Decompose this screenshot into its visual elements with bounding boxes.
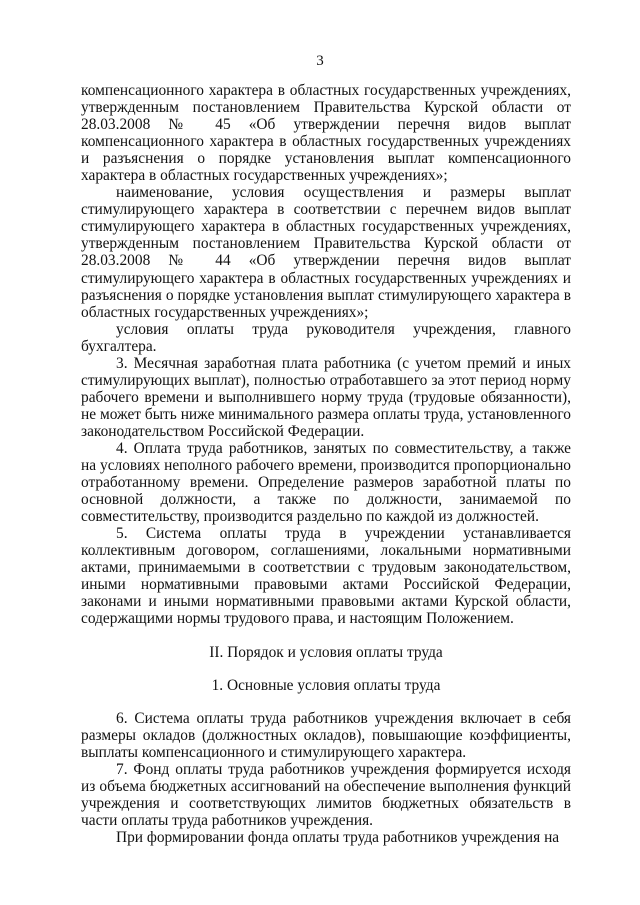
page-number: 3 (316, 53, 324, 69)
paragraph-item-7: 7. Фонд оплаты труда работников учреждения формируется исходя из объема бюджетных ассигнований на обеспечение выполнения функций учреждения и соответствующих лимитов бюджетных обязательств в части оплаты труда работников учреждения. (81, 760, 571, 829)
paragraph-fund-formation: При формировании фонда оплаты труда работников учреждения на (116, 828, 560, 846)
paragraph-compensation-list-end: компенсационного характера в областных государственных учреждениях, утвержденным постановлением Правительства Курской области от 28.03.2008 № 45 «Об утверждении перечня видов выплат компенсационного характера в областных государственных учреждениях и разъяснения о порядке установления выплат компенсационного характера в областных государственных учреждениях»; (81, 82, 571, 185)
document-body (81, 82, 571, 846)
paragraph-incentive-payments: наименование, условия осуществления и размеры выплат стимулирующего характера в соответствии с перечнем видов выплат стимулирующего характера в областных государственных учреждениях, утвержденным постановлением Правительства Курской области от 28.03.2008 № 44 «Об утверждении перечня видов выплат стимулирующего характера в областных государственных учреждениях и разъяснения о порядке установления выплат стимулирующего характера в областных государственных учреждениях»; (81, 184, 571, 321)
paragraph-manager-pay-conditions: условия оплаты труда руководителя учреждения, главного бухгалтера. (81, 320, 571, 355)
paragraph-item-6: 6. Система оплаты труда работников учреждения включает в себя размеры окладов (должностных окладов), повышающие коэффициенты, выплаты компенсационного и стимулирующего характера. (81, 709, 571, 761)
paragraph-item-4: 4. Оплата труда работников, занятых по совместительству, а также на условиях неполного рабочего времени, производится пропорционально отработанному времени. Определение размеров заработной платы по основной должности, а также по должности, занимаемой по совместительству, производится раздельно по каждой из должностей. (81, 439, 571, 526)
paragraph-item-5: 5. Система оплаты труда в учреждении устанавливается коллективным договором, соглашениями, локальными нормативными актами, принимаемыми в соответствии с трудовым законодательством, иными нормативными правовыми актами Российской Федерации, законами и иными нормативными правовыми актами Курской области, содержащими нормы трудового права, и настоящим Положением. (81, 525, 571, 628)
subsection-heading: 1. Основные условия оплаты труда (211, 676, 441, 694)
section-heading: II. Порядок и условия оплаты труда (209, 643, 443, 661)
paragraph-item-3: 3. Месячная заработная плата работника (с учетом премий и иных стимулирующих выплат), полностью отработавшего за этот период норму рабочего времени и выполнившего норму труда (трудовые обязанности), не может быть ниже минимального размера оплаты труда, установленного законодательством Российской Федерации. (81, 354, 571, 440)
